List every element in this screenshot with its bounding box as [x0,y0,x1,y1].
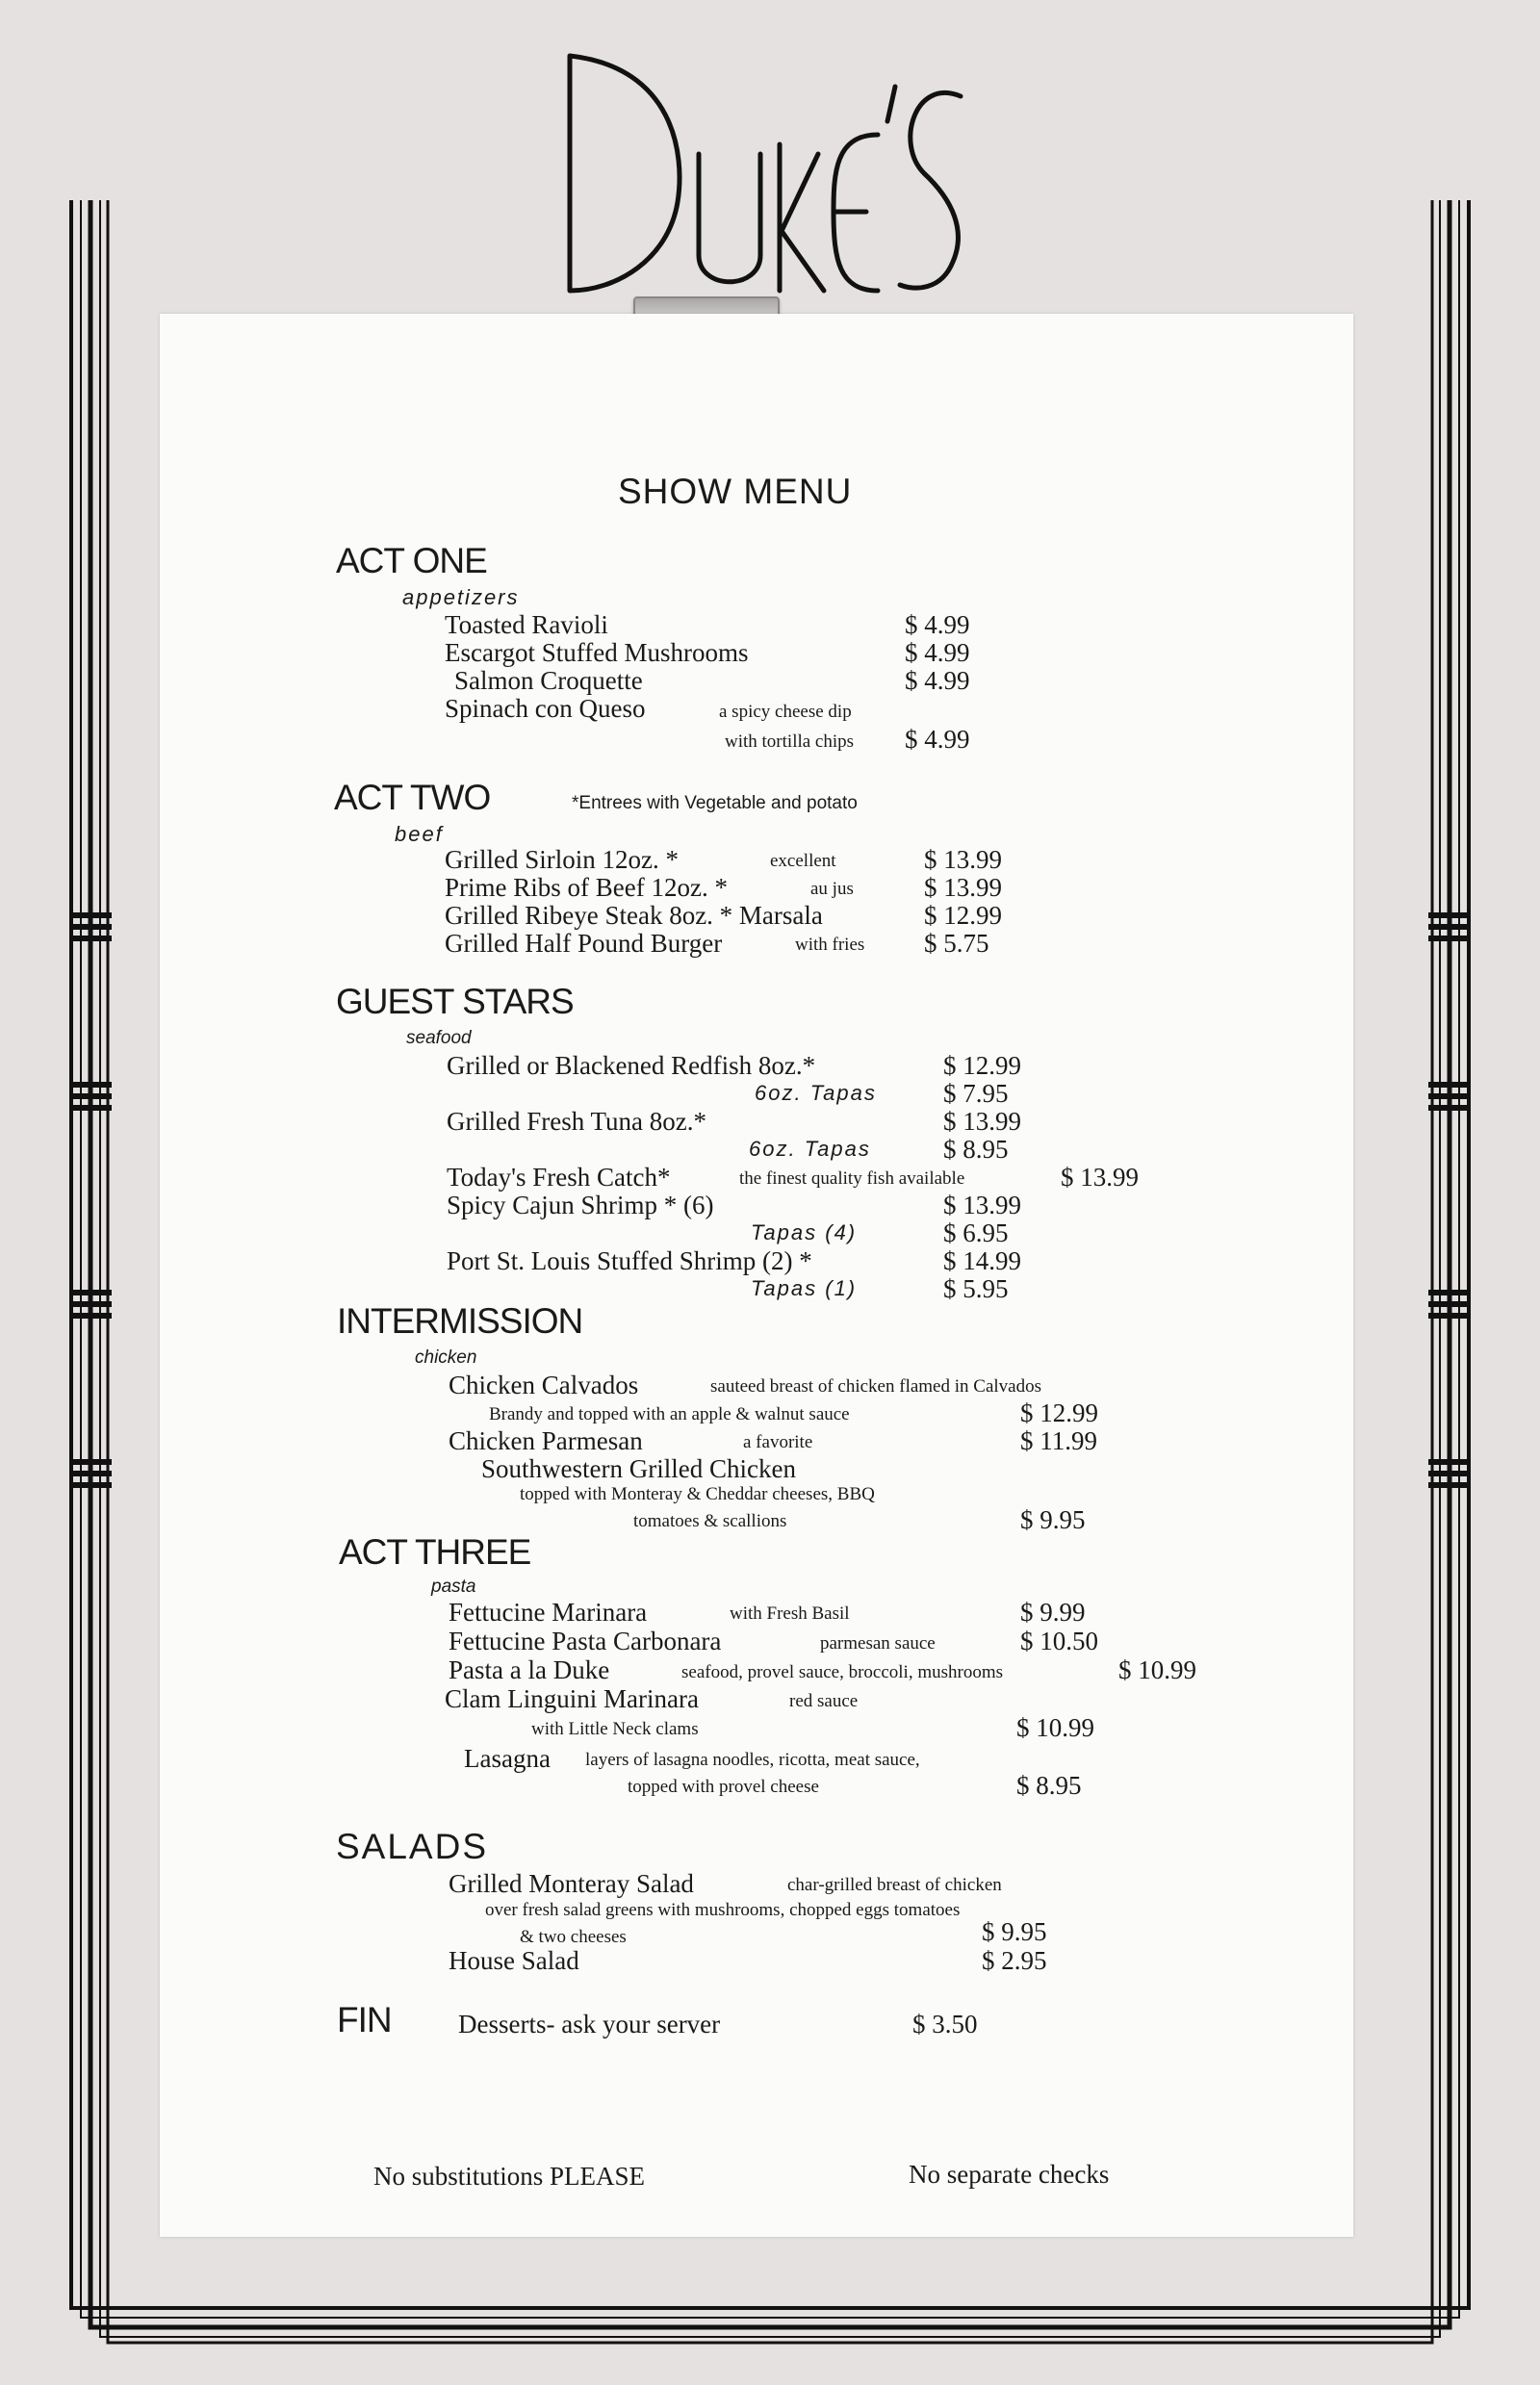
menu-item-note: with fries [795,935,865,955]
menu-item-name: Escargot Stuffed Mushrooms [445,638,749,667]
menu-item-price: $ 10.50 [1020,1627,1098,1655]
section-intermission: INTERMISSION [337,1301,583,1341]
menu-item-price: $ 9.99 [1020,1598,1086,1627]
section-act-one: ACT ONE [336,541,487,580]
menu-item-note: layers of lasagna noodles, ricotta, meat sauce, [585,1750,920,1770]
menu-item-price: $ 5.75 [924,929,989,958]
menu-item-name: Toasted Ravioli [445,610,608,639]
menu-item-price: $ 9.95 [1020,1505,1086,1534]
menu-item-name: Grilled Half Pound Burger [445,929,723,958]
menu-item-name: Lasagna [464,1744,551,1773]
menu-item-price: $ 12.99 [924,901,1002,930]
menu-item-price: $ 10.99 [1118,1655,1196,1684]
dukes-logo [0,38,1540,298]
menu-item-name: Grilled or Blackened Redfish 8oz.* [447,1051,816,1080]
menu-item-name: Clam Linguini Marinara [445,1684,699,1713]
section-salads: SALADS [336,1827,489,1866]
menu-item-note: with Little Neck clams [531,1719,699,1739]
menu-item-note: excellent [770,851,836,871]
menu-item-price: $ 13.99 [943,1107,1021,1136]
menu-item-price: $ 6.95 [943,1218,1009,1247]
menu-item-price: $ 8.95 [943,1135,1009,1164]
menu-item-note: the finest quality fish available [739,1168,965,1189]
menu-item-price: $ 13.99 [1061,1163,1139,1192]
menu-item-name: Grilled Monteray Salad [449,1869,694,1898]
tapas-portion: Tapas (1) [751,1276,858,1300]
menu-item-price: $ 8.95 [1016,1771,1082,1800]
category-pasta: pasta [431,1577,476,1597]
menu-item-note: seafood, provel sauce, broccoli, mushrooms [681,1662,1003,1682]
menu-item-price: $ 3.50 [912,2010,978,2039]
menu-item-note: Brandy and topped with an apple & walnut sauce [489,1404,850,1424]
tapas-portion: 6oz. Tapas [755,1081,877,1105]
menu-item-note: with tortilla chips [725,731,855,752]
menu-item-name: Spinach con Queso [445,694,646,723]
category-beef: beef [395,822,444,846]
footer-no-separate-checks: No separate checks [909,2160,1110,2189]
menu-item-note: tomatoes & scallions [633,1511,787,1531]
menu-item-name: Today's Fresh Catch* [447,1163,671,1192]
menu-item-note: au jus [810,879,854,899]
menu-item-name: Fettucine Marinara [449,1598,648,1627]
menu-item-price: $ 7.95 [943,1079,1009,1108]
menu-item-price: $ 4.99 [905,638,970,667]
category-seafood: seafood [406,1028,472,1048]
menu-item-name: Southwestern Grilled Chicken [481,1454,796,1483]
menu-item-name: Grilled Ribeye Steak 8oz. * Marsala [445,901,823,930]
menu-item-note: over fresh salad greens with mushrooms, chopped eggs tomatoes [485,1900,961,1920]
menu-item-price: $ 4.99 [905,725,970,754]
section-fin: FIN [337,2000,392,2039]
menu-item-price: $ 10.99 [1016,1713,1094,1742]
menu-item-name: Grilled Sirloin 12oz. * [445,845,679,874]
menu-item-price: $ 4.99 [905,666,970,695]
menu-item-price: $ 12.99 [943,1051,1021,1080]
menu-item-note: with Fresh Basil [730,1603,850,1624]
menu-item-note: a spicy cheese dip [719,702,852,722]
section-act-two: ACT TWO [334,778,491,817]
menu-item-note: topped with provel cheese [628,1777,819,1797]
menu-item-price: $ 2.95 [982,1946,1047,1975]
tapas-portion: Tapas (4) [751,1220,858,1244]
menu-item-name: Salmon Croquette [454,666,643,695]
menu-item-name: Desserts- ask your server [458,2010,721,2039]
footer-no-substitutions: No substitutions PLEASE [373,2162,646,2191]
menu-item-name: Pasta a la Duke [449,1655,610,1684]
menu-item-price: $ 14.99 [943,1246,1021,1275]
menu-item-note: red sauce [789,1691,859,1711]
menu-item-price: $ 11.99 [1020,1426,1097,1455]
menu-item-note: topped with Monteray & Cheddar cheeses, BBQ [520,1484,875,1504]
menu-item-note: a favorite [743,1432,813,1452]
tapas-portion: 6oz. Tapas [749,1137,871,1161]
menu-item-name: Prime Ribs of Beef 12oz. * [445,873,728,902]
menu-item-name: House Salad [449,1946,579,1975]
category-chicken: chicken [415,1347,477,1368]
menu-item-note: char-grilled breast of chicken [787,1875,1002,1895]
menu-item-note: sauteed breast of chicken flamed in Calvados [710,1376,1041,1397]
menu-item-name: Spicy Cajun Shrimp * (6) [447,1191,714,1219]
menu-sheet [160,314,1353,2237]
section-guest-stars: GUEST STARS [336,982,574,1021]
menu-item-note: parmesan sauce [820,1633,936,1654]
menu-item-price: $ 5.95 [943,1274,1009,1303]
menu-item-note: & two cheeses [520,1927,627,1947]
menu-item-price: $ 13.99 [943,1191,1021,1219]
menu-item-name: Chicken Parmesan [449,1426,643,1455]
menu-title: SHOW MENU [618,472,853,511]
menu-item-price: $ 13.99 [924,873,1002,902]
category-appetizers: appetizers [402,585,520,609]
menu-item-name: Grilled Fresh Tuna 8oz.* [447,1107,706,1136]
menu-item-price: $ 4.99 [905,610,970,639]
menu-item-name: Port St. Louis Stuffed Shrimp (2) * [447,1246,812,1275]
menu-item-name: Fettucine Pasta Carbonara [449,1627,722,1655]
menu-item-price: $ 9.95 [982,1917,1047,1946]
entrees-footnote: *Entrees with Vegetable and potato [572,793,858,813]
menu-item-price: $ 13.99 [924,845,1002,874]
menu-item-name: Chicken Calvados [449,1371,639,1399]
section-act-three: ACT THREE [339,1532,531,1572]
menu-item-price: $ 12.99 [1020,1398,1098,1427]
